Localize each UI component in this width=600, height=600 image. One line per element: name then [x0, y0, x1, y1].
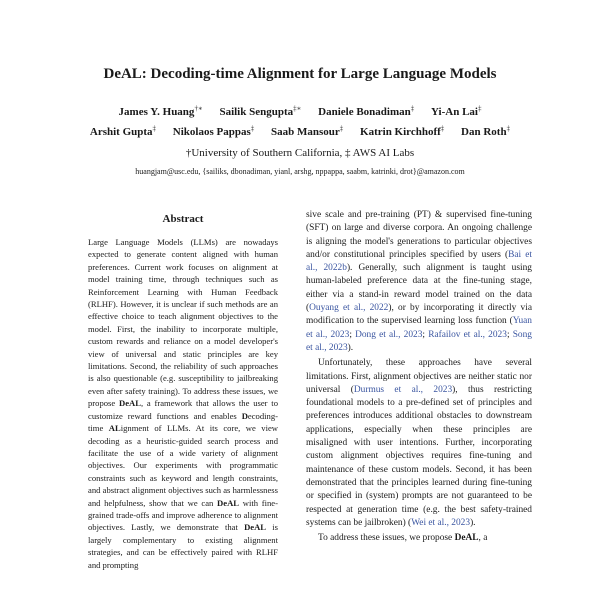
citation-link[interactable]: Durmus et al., 2023 [353, 384, 453, 395]
citation-link[interactable]: Ouyang et al., 2022 [309, 303, 389, 314]
abstract-body: Large Language Models (LLMs) are nowadays expected to generate content aligned with human preferences. Current work focuses on alignment at model training time, through techniques such as Reinforcement Learning with Human Feedback (RLHF). However, it is unclear if such methods are an effective choice to teach alignment objectives to the model. First, the inability to incorporate multiple, custom rewards and reliance on a model developer's view of universal and static principles are key limitations. Second, the reliability of such approaches is also questionable (e.g. susceptibility to jailbreaking even after safety training). To address these issues, we propose DeAL, a framework that allows the user to customize reward functions and enables Decoding-time ALignment of LLMs. At its core, we view decoding as a heuristic-guided search process and facilitate the use of a wide variety of alignment objectives. Our experiments with programmatic constraints such as keyword and length constraints, and abstract alignment objectives such as harmlessness and helpfulness, show that we can DeAL with fine-grained trade-offs and improve adherence to alignment objectives. Lastly, we demonstrate that DeAL is largely complementary to existing alignment strategies, and can be effectively paired with RLHF and prompting [88, 237, 278, 570]
citation-link[interactable]: Song et al., 2023 [306, 329, 532, 353]
author-emails: huangjam@usc.edu, {sailiks, dbonadiman, yianl, arshg, nppappa, saabm, katrinki, drot}@amazon.com [135, 167, 465, 176]
author: James Y. Huang†∗ [118, 104, 203, 118]
author: Saab Mansour‡ [271, 124, 344, 138]
author-line-1 [0, 104, 600, 118]
paper-title: DeAL: Decoding-time Alignment for Large Language Models [103, 66, 497, 82]
intro-column [306, 209, 532, 545]
citation-link[interactable]: Rafailov et al., 2023 [428, 329, 507, 340]
abstract-heading: Abstract [162, 213, 204, 225]
intro-paragraph-2: Unfortunately, these approaches have several limitations. First, alignment objectives are neither static nor universal (Durmus et al., 2023), thus restricting foundational models to a pre-defined set of principles and preferences introduces additional obstacles to downstream applications, especially when these principles are misaligned with user intentions. Further, incorporating custom alignment objectives requires fine-tuning and maintenance of these custom models. Second, it has been demonstrated that the principles learned during fine-tuning or specified in (system) prompts are not guaranteed to be respected at generation time (e.g. the best safety-trained systems can be jailbroken) (Wei et al., 2023). [306, 358, 532, 528]
citation-link[interactable]: Yuan et al., 2023 [306, 316, 532, 340]
author: Dan Roth‡ [461, 124, 511, 138]
author: Arshit Gupta‡ [89, 124, 157, 138]
citation-link[interactable]: Bai et al., 2022b [306, 249, 532, 274]
intro-paragraph-1: sive scale and pre-training (PT) & supervised fine-tuning (SFT) on large and diverse corpora. An ongoing challenge is aligning the model's generations to particular objectives and/or constitutional principles specified by users (Bai et al., 2022b). Generally, such alignment is taught using human-labeled preference data at the fine-tuning stage, either via a stand-in reward model trained on the data (Ouyang et al., 2022), or by incorporating it directly via modification to the supervised learning loss function (Yuan et al., 2023; Dong et al., 2023; Rafailov et al., 2023; Song et al., 2023). [306, 210, 533, 353]
citation-link[interactable]: Dong et al., 2023 [355, 329, 423, 340]
author: Nikolaos Pappas‡ [172, 124, 255, 138]
citation-link[interactable]: Wei et al., 2023 [411, 517, 471, 528]
author: Sailik Sengupta‡∗ [219, 104, 302, 118]
author: Daniele Bonadiman‡ [318, 104, 415, 118]
author-line-2 [0, 124, 600, 138]
author: Katrin Kirchhoff‡ [360, 124, 445, 138]
author: Yi-An Lai‡ [431, 104, 482, 118]
affiliations: †University of Southern California, ‡ AWS AI Labs [185, 147, 415, 159]
intro-paragraph-3: To address these issues, we propose DeAL, a [318, 533, 488, 544]
